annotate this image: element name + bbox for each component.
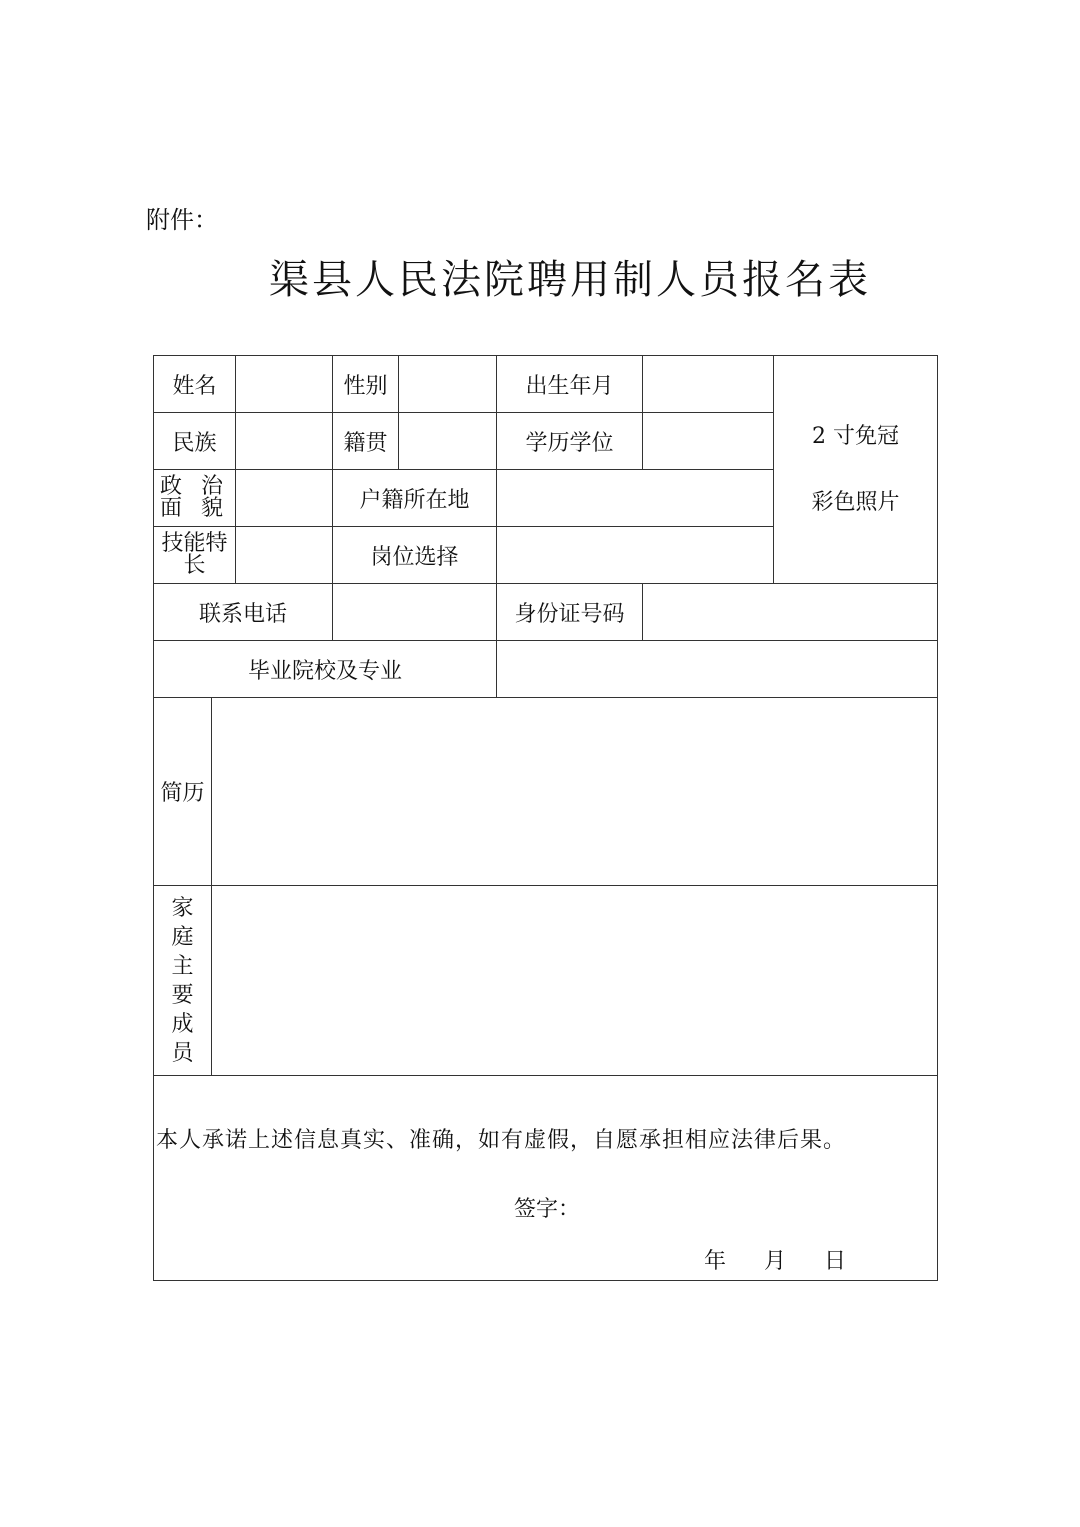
gender-label-text: 性别 bbox=[343, 373, 388, 399]
gender-field[interactable] bbox=[399, 356, 497, 413]
pledge-cell bbox=[154, 1076, 938, 1281]
position-field[interactable] bbox=[497, 527, 774, 584]
native-place-label bbox=[333, 413, 399, 470]
pledge-text: 本人承诺上述信息真实、准确，如有虚假，自愿承担相应法律后果。 bbox=[156, 1128, 847, 1153]
family-field[interactable] bbox=[212, 886, 938, 1076]
attachment-label: 附件： bbox=[146, 206, 218, 234]
photo-line1: 2 寸免冠 bbox=[812, 423, 900, 449]
resume-label bbox=[154, 698, 212, 886]
household-field[interactable] bbox=[497, 470, 774, 527]
phone-label-text: 联系电话 bbox=[199, 601, 288, 627]
row-name bbox=[154, 356, 938, 413]
school-label bbox=[154, 641, 497, 698]
education-field[interactable] bbox=[643, 413, 774, 470]
row-pledge bbox=[154, 1076, 938, 1281]
political-label bbox=[154, 470, 236, 527]
id-field[interactable] bbox=[643, 584, 938, 641]
birth-label bbox=[497, 356, 643, 413]
birth-label-text: 出生年月 bbox=[525, 373, 614, 399]
school-field[interactable] bbox=[497, 641, 938, 698]
skills-line2: 长 bbox=[183, 553, 206, 578]
resume-label-text: 简历 bbox=[160, 781, 205, 806]
ethnicity-label bbox=[154, 413, 236, 470]
id-label-text: 身份证号码 bbox=[514, 601, 625, 627]
form-title: 渠县人民法院聘用制人员报名表 bbox=[269, 257, 871, 303]
skills-field[interactable] bbox=[236, 527, 333, 584]
family-label-text: 家庭主要成员 bbox=[171, 895, 194, 1066]
position-label-text: 岗位选择 bbox=[370, 544, 459, 570]
date-line bbox=[704, 1244, 846, 1275]
ethnicity-label-text: 民族 bbox=[172, 430, 217, 456]
political-line2: 面 貌 bbox=[160, 496, 229, 521]
date-month: 月 bbox=[764, 1249, 787, 1274]
photo-box[interactable] bbox=[774, 356, 938, 584]
name-label-text: 姓名 bbox=[172, 373, 217, 399]
position-label bbox=[333, 527, 497, 584]
id-label bbox=[497, 584, 643, 641]
household-label-text: 户籍所在地 bbox=[359, 487, 470, 513]
education-label bbox=[497, 413, 643, 470]
phone-label bbox=[154, 584, 333, 641]
registration-form-table bbox=[153, 355, 938, 1281]
name-label bbox=[154, 356, 236, 413]
political-line1: 政 治 bbox=[160, 474, 229, 499]
name-field[interactable] bbox=[236, 356, 333, 413]
row-school bbox=[154, 641, 938, 698]
sign-label: 签字： bbox=[514, 1197, 581, 1222]
school-label-text: 毕业院校及专业 bbox=[248, 658, 403, 684]
skills-line1: 技能特 bbox=[161, 531, 228, 556]
family-label bbox=[154, 886, 212, 1076]
gender-label bbox=[333, 356, 399, 413]
birth-field[interactable] bbox=[643, 356, 774, 413]
phone-field[interactable] bbox=[333, 584, 497, 641]
political-field[interactable] bbox=[236, 470, 333, 527]
skills-label bbox=[154, 527, 236, 584]
photo-line2: 彩色照片 bbox=[811, 489, 900, 515]
row-contact bbox=[154, 584, 938, 641]
row-resume bbox=[154, 698, 938, 886]
row-family bbox=[154, 886, 938, 1076]
native-place-label-text: 籍贯 bbox=[343, 430, 388, 456]
date-year: 年 bbox=[704, 1249, 727, 1274]
resume-field[interactable] bbox=[212, 698, 938, 886]
native-place-field[interactable] bbox=[399, 413, 497, 470]
date-day: 日 bbox=[824, 1249, 847, 1274]
household-label bbox=[333, 470, 497, 527]
education-label-text: 学历学位 bbox=[525, 430, 614, 456]
ethnicity-field[interactable] bbox=[236, 413, 333, 470]
